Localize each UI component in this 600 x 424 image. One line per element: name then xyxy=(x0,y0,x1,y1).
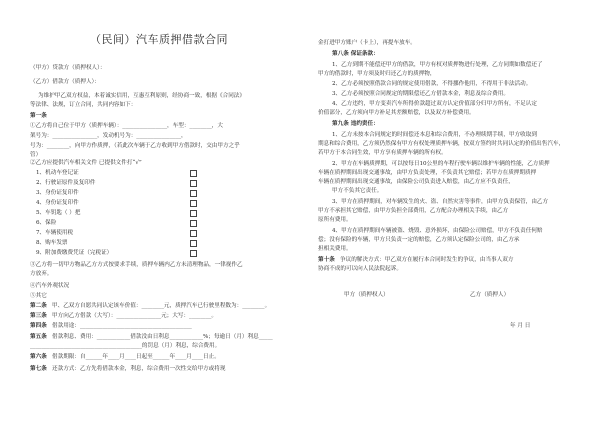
right-line-2: 甲方的借款时，甲方须及时归还乙方的质押物， xyxy=(318,71,436,77)
article-2-text: 甲、乙双方自愿共同认定该车价值：________元，质押汽车已行驶里程数为：________。 xyxy=(52,303,271,309)
right-line-17: 4、甲方在质押期间车辆被盗、烧毁、意外损坏，由保险公司赔偿，甲方不负责任何赔 xyxy=(332,228,543,234)
right-line-11: 车辆在质押期间出现交通事故，由甲方负责处理，不负责其它赔偿；若甲方在质押期质押 xyxy=(318,170,537,176)
right-line-15: 甲方不承担其它赔偿，由甲方负担全部费用，乙方配合办理相关手续，由乙方 xyxy=(318,208,509,214)
right-line-20: 协商不成的可以向人民法院起诉。 xyxy=(318,266,402,272)
clause-5: ⑤其它 xyxy=(30,293,47,299)
party-a-line: （甲方）贷款方（质押权人）： xyxy=(30,65,106,71)
doc-checkbox[interactable] xyxy=(190,200,197,207)
right-line-14: 3、甲方在质押期间，对车辆发生的火、盗、自然灾害等事件，由甲方负责保管，由乙方 xyxy=(332,199,549,205)
right-line-7: 1、乙方未按本合同规定的时间偿还本息和综合费用，不办理续期手续，甲方收取到 xyxy=(332,132,537,138)
article-8-heading: 第八条 保证条款： xyxy=(332,51,379,57)
right-line-8: 期息和综合费用，乙方须仍然保有甲方有权处理质押车辆，按双方签约时共同认定的价值出售汽车， xyxy=(318,141,565,147)
right-line-4: 3、乙方必须按照合同规定的期限偿还乙方借款本金，利息及综合费用。 xyxy=(332,91,509,97)
doc-checkbox[interactable] xyxy=(190,240,197,247)
clause-3-line-2: 方放弃。 xyxy=(30,271,53,277)
right-line-0: 金打进甲方账户（卡上），再提车放车。 xyxy=(318,40,416,46)
doc-item: 6、保险 xyxy=(36,220,57,226)
clause-3-line-1: ③乙方将一切甲方物品乙方方式按要求手续，质押车辆内乙方未清理物品，一律视作乙 xyxy=(30,262,243,268)
article-5-text: 借款利息、费用：____________借款没由日利息____________%；每逾日（月）利息_____ xyxy=(52,334,273,340)
clause-1-line-3: 号为：________，向甲方作质押，（若此次车辆于乙方收到甲方借款时，交由甲方之乎 xyxy=(30,143,240,149)
doc-checkbox[interactable] xyxy=(190,250,197,257)
article-3-text: 甲方向乙方借款（大写）：________________元；大写：________。 xyxy=(52,313,218,319)
right-line-3: 2、乙方必须按照借款合同的规定使用借款，不得挪作他用，不得用于非法活动。 xyxy=(332,81,532,87)
article-2-label: 第二条 xyxy=(30,303,47,309)
doc-item: 3、身份证复印件 xyxy=(36,190,79,196)
article-7-label: 第七条 xyxy=(30,366,47,372)
article-6-label: 第六条 xyxy=(30,354,47,360)
signature-party-a: 甲方（质押权人） xyxy=(344,292,389,298)
right-line-6: 价值部分，乙方须向甲方补足其差额赔偿，以及双方补偿费用。 xyxy=(318,110,475,116)
right-line-9: 若甲方于本合同生效，甲方享有质押车辆的所有权。 xyxy=(318,150,447,156)
right-line-16: 原所有费用。 xyxy=(318,217,352,223)
clause-2-heading: ②乙方应提供汽车相关文件 已提供文件打“√” xyxy=(30,160,142,166)
right-line-12: 车辆在质押期间出现交通事故，由保险公司负责进入赔偿，由乙方应不负责任， xyxy=(318,179,514,185)
article-4-text: 借款用途：________________________________________ xyxy=(52,323,192,329)
article-5-label: 第五条 xyxy=(30,334,47,340)
clause-1-line-2: 架号为：________________，发动机号为：________________， xyxy=(30,133,187,139)
signature-date: 年 月 日 xyxy=(510,323,531,329)
doc-checkbox[interactable] xyxy=(190,170,197,177)
contract-title: （民间）汽车质押借款合同 xyxy=(90,33,228,46)
article-10-label: 第十条 xyxy=(318,257,335,263)
doc-item: 8、购车发票 xyxy=(36,240,68,246)
article-1-heading: 第一条 xyxy=(30,113,47,119)
doc-checkbox[interactable] xyxy=(190,220,197,227)
article-9-heading: 第九条 违约责任： xyxy=(332,121,379,127)
doc-checkbox[interactable] xyxy=(190,190,197,197)
preamble-line-1: 为维护甲乙双方权益，本着诚实信用，互惠互利原则，经协商一致，根据《合同法》 xyxy=(38,93,245,99)
right-line-19: 担相关费用。 xyxy=(318,246,352,252)
doc-item: 5、车钥匙（ ）把 xyxy=(36,210,81,216)
doc-item: 1、机动车登记证 xyxy=(36,170,79,176)
article-3-label: 第三条 xyxy=(30,313,47,319)
clause-1-line-4: 管） xyxy=(30,152,42,158)
article-4-label: 第四条 xyxy=(30,323,47,329)
party-b-line: （乙方）借款方（质押人）： xyxy=(30,79,100,85)
doc-item: 9、附加费缴费凭证（完税证） xyxy=(36,250,113,256)
clause-4: ④汽车外观状况 xyxy=(30,283,70,289)
doc-item: 2、行驶证原件及复印件 xyxy=(36,180,96,186)
signature-party-b: 乙方（质押人） xyxy=(470,292,510,298)
article-5-text-cont: ________________________________________的罚息（月）利息，综合费用。 xyxy=(30,343,221,349)
right-line-5: 4、乙方违约，甲方变卖汽车所得价款超过双方认定价值部分归甲方所有，不足认定 xyxy=(332,101,537,107)
article-6-text: 借款期限：自______年____月____日起至______年____月____日止。 xyxy=(52,354,220,360)
doc-checkbox[interactable] xyxy=(190,230,197,237)
right-line-13: 甲方不负其它责任。 xyxy=(332,188,383,194)
doc-item: 4、身份证复印件 xyxy=(36,200,79,206)
doc-checkbox[interactable] xyxy=(190,180,197,187)
right-line-10: 2、甲方在车辆质押期，可以按每日10公里的车程行驶车辆以维护车辆的性能，乙方质押 xyxy=(332,161,550,167)
article-10-text: 争议的解决方式：甲乙双方在履行本合同时发生的争议，由当事人双方 xyxy=(340,257,514,263)
right-line-18: 偿；没有保险的车辆，甲方只负责一定的赔偿，乙方须认定保险公司的，由乙方承 xyxy=(318,237,520,243)
doc-item: 7、车辆使用税 xyxy=(36,230,74,236)
clause-1-line-1: ①乙方将自己位于甲方（质押车辆）：________________，车型：________，大 xyxy=(30,123,223,129)
preamble-line-2: 等法律、法规，订立合同，共同内容如下： xyxy=(30,102,137,108)
right-line-1: 1、乙方到期不能偿还甲方的借款，甲方有权对质押物进行处理，乙方同期如数偿还了 xyxy=(332,62,543,68)
article-7-text: 还款方式：乙方先将借款本金，利息，综合费用一次性交给甲方或将现 xyxy=(52,366,226,372)
doc-checkbox[interactable] xyxy=(190,210,197,217)
